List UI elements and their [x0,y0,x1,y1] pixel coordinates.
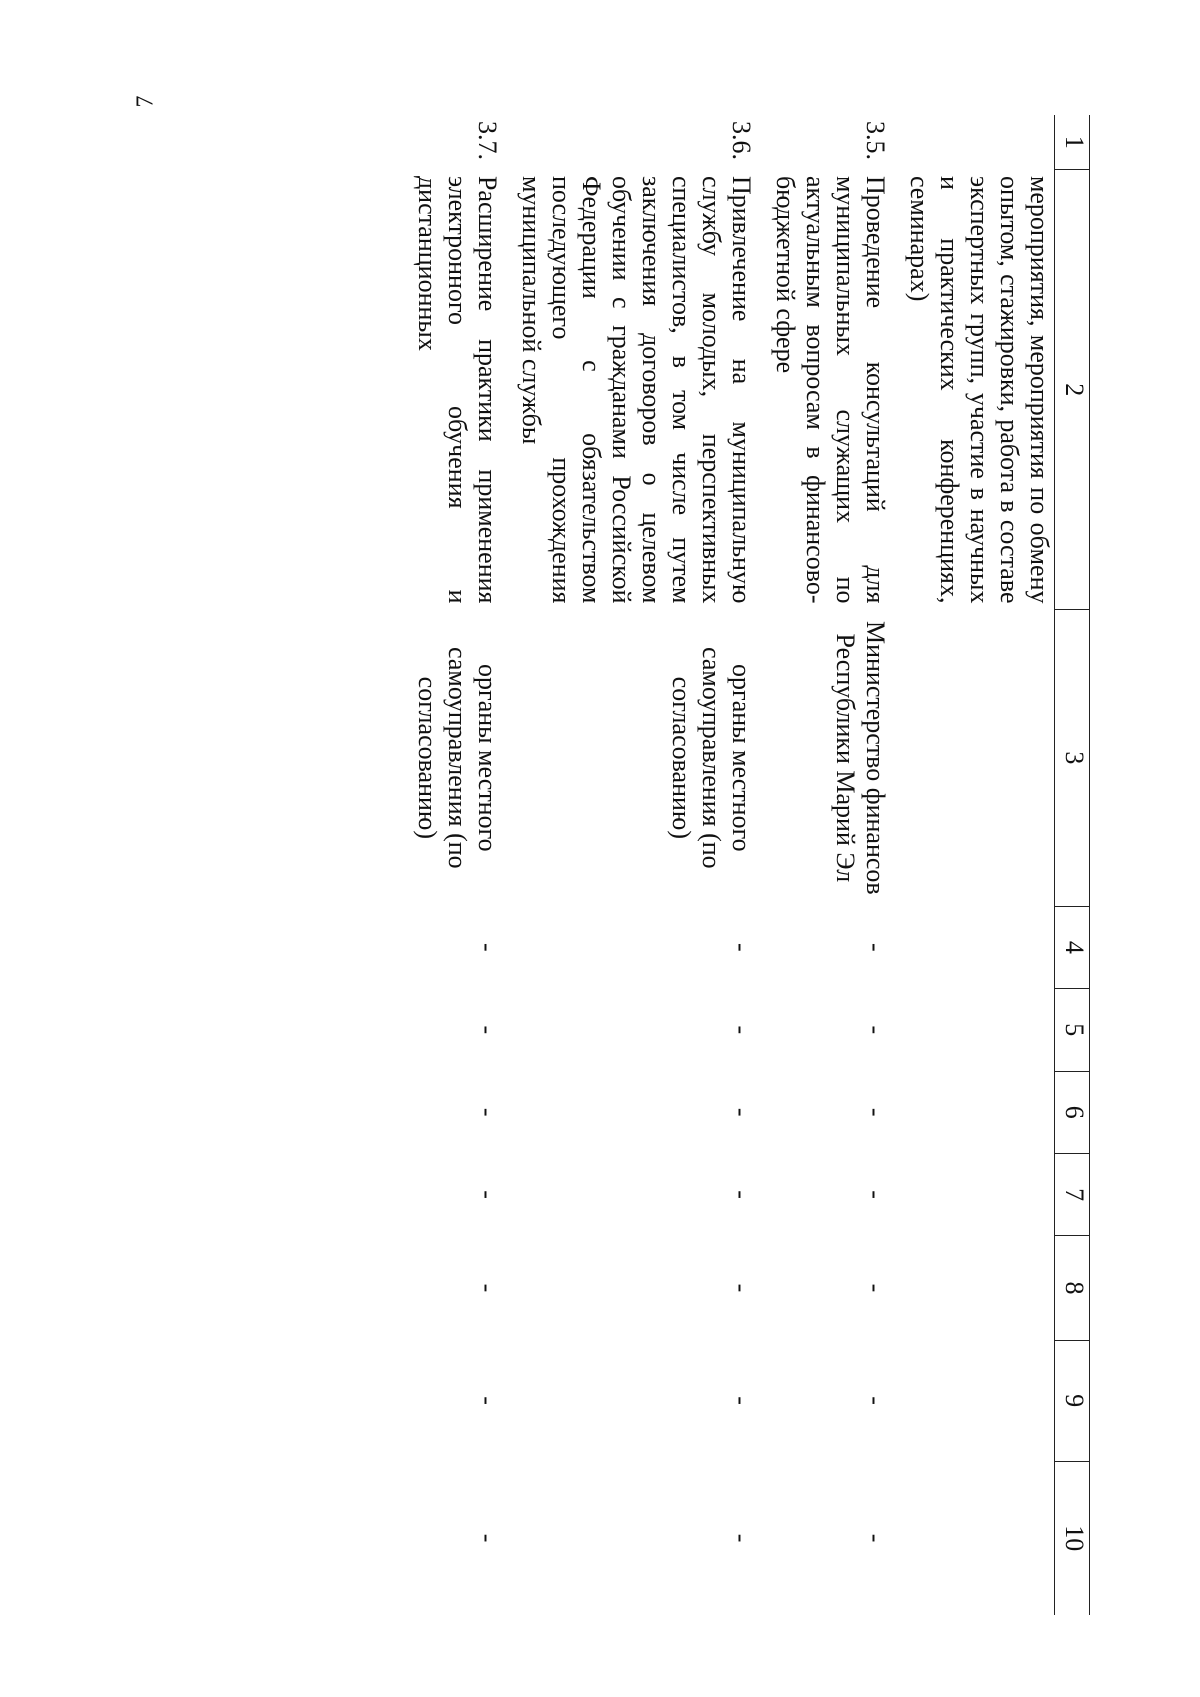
page-number: 7 [132,95,159,108]
row-value: - [727,1283,756,1293]
row-value: - [473,1107,502,1117]
row-value [904,906,1055,988]
row-value: - [861,1025,890,1035]
row-value [904,1340,1055,1461]
row-value: - [473,1533,502,1543]
row-responsible: органы местного самоуправления (по согласованию) [413,647,502,869]
row-value: - [861,1190,890,1199]
row-value: - [861,1533,890,1543]
row-value [904,1236,1055,1340]
header-col-8: 8 [1055,1236,1090,1340]
row-responsible [904,609,1055,906]
header-col-9: 9 [1055,1340,1090,1461]
table-row [904,115,1055,1615]
row-value: - [727,1533,756,1543]
row-value [904,1153,1055,1235]
header-col-2: 2 [1055,170,1090,610]
row-value [904,1461,1055,1615]
row-value: - [473,1190,502,1199]
header-col-3: 3 [1055,609,1090,906]
row-activity: мероприятия, мероприятия по обмену опытом, стажировки, работа в составе экспертных групп, участие в научных и практических конференциях, семинарах) [905,175,1054,604]
table-row [516,115,770,1615]
row-number: 3.7. [473,121,502,160]
header-col-4: 4 [1055,906,1090,988]
row-number [904,115,1055,170]
row-activity: Проведение консультаций для муниципальных служащих по актуальным вопросам в финансово-бюджетной сфере [771,175,890,604]
column-number-header [1055,115,1090,1615]
row-activity: Расширение практики применения электронного обучения и дистанционных [413,175,502,604]
row-value [904,1071,1055,1153]
row-value: - [473,1025,502,1035]
header-col-6: 6 [1055,1071,1090,1153]
row-number: 3.6. [727,121,756,160]
row-value: - [727,1396,756,1405]
header-col-1: 1 [1055,115,1090,170]
row-number: 3.5. [861,121,890,160]
table-row [770,115,904,1615]
header-col-10: 10 [1055,1461,1090,1615]
row-value: - [861,943,890,952]
row-value: - [473,943,502,952]
row-value: - [861,1396,890,1405]
row-responsible: Министерство финансов Республики Марий Эл [831,620,890,895]
rotated-table-area [210,115,1090,1615]
row-value: - [727,1025,756,1035]
row-value: - [473,1396,502,1405]
row-value: - [473,1283,502,1293]
header-col-5: 5 [1055,989,1090,1071]
row-responsible: органы местного самоуправления (по согласованию) [667,647,756,869]
row-value: - [727,943,756,952]
row-value [904,989,1055,1071]
row-value: - [861,1107,890,1117]
row-value: - [861,1283,890,1293]
plan-table [412,115,1090,1615]
row-value: - [727,1190,756,1199]
table-row [412,115,516,1615]
row-value: - [727,1107,756,1117]
row-activity: Привлечение на муниципальную службу молодых, перспективных специалистов, в том числе путем заключения договоров о целевом обучении с гражданами Российской Федерации с обязательством последующего прохождения муниципальной службы [517,175,756,604]
header-col-7: 7 [1055,1153,1090,1235]
